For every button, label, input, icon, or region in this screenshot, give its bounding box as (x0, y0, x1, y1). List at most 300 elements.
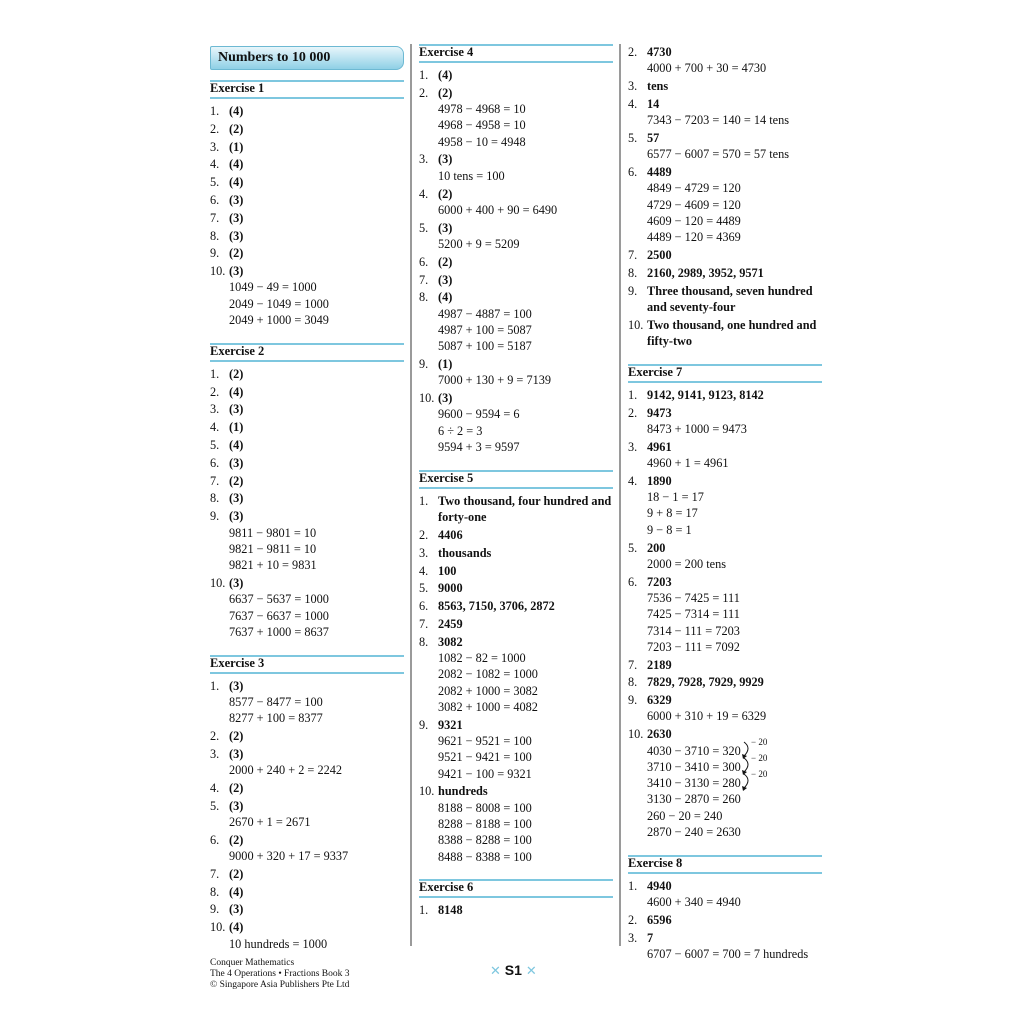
answer-text: 4961 (647, 439, 672, 454)
answer-text: (2) (229, 366, 244, 381)
answer-item (419, 634, 613, 715)
working-line: 4987 + 100 = 5087 (438, 322, 532, 337)
question-number: 10. (419, 784, 435, 799)
answer-text: 4940 (647, 878, 672, 893)
working-line: 9 − 8 = 1 (647, 522, 692, 537)
answer-item (419, 493, 613, 526)
answer-item (628, 574, 822, 655)
answer-text: (3) (229, 455, 244, 470)
question-number: 9. (210, 246, 220, 261)
answer-item (419, 527, 613, 543)
answer-item (419, 545, 613, 561)
question-number: 6. (419, 599, 429, 614)
working-line: 4958 − 10 = 4948 (438, 134, 526, 149)
exercise-heading: Exercise 7 (628, 364, 822, 383)
question-number: 6. (628, 165, 638, 180)
question-number: 7. (210, 866, 220, 881)
answer-item (419, 902, 613, 918)
answer-item (210, 103, 404, 119)
answer-text: (3) (438, 272, 453, 287)
answer-item (419, 563, 613, 579)
answer-text: 57 (647, 130, 660, 145)
answer-text: (3) (229, 678, 244, 693)
working-line: 9 + 8 = 17 (647, 506, 698, 521)
answer-text: tens (647, 79, 669, 94)
answer-item (628, 473, 822, 538)
answer-text: 9142, 9141, 9123, 8142 (647, 387, 764, 402)
bracket-label-2: − 20 (751, 753, 768, 763)
working-line: 7314 − 111 = 7203 (647, 623, 740, 638)
answer-item (628, 44, 822, 77)
question-number: 4. (210, 780, 220, 795)
answer-text: 2189 (647, 657, 672, 672)
question-number: 2. (628, 405, 638, 420)
answer-item (210, 245, 404, 261)
column-divider-2 (619, 44, 621, 946)
working-line: 18 − 1 = 17 (647, 490, 704, 505)
answer-item (210, 366, 404, 382)
question-number: 6. (210, 832, 220, 847)
answer-item (419, 598, 613, 614)
answer-item (210, 746, 404, 779)
working-line: 4987 − 4887 = 100 (438, 306, 532, 321)
answer-text: (3) (229, 228, 244, 243)
working-line: 4000 + 700 + 30 = 4730 (647, 61, 767, 76)
answer-text: (3) (229, 746, 244, 761)
working-line: 4729 − 4609 = 120 (647, 197, 741, 212)
working-line: 6000 + 400 + 90 = 6490 (438, 202, 558, 217)
question-number: 1. (210, 366, 220, 381)
answer-text: (2) (438, 254, 453, 269)
question-number: 3. (210, 402, 220, 417)
working-line: 8473 + 1000 = 9473 (647, 421, 747, 436)
working-line: 4030 − 3710 = 320 (647, 743, 741, 758)
answer-text: (3) (438, 391, 453, 406)
working-line: 9621 − 9521 = 100 (438, 733, 532, 748)
answer-text: (2) (229, 729, 244, 743)
answer-text: (2) (229, 866, 244, 881)
working-line: 2000 + 240 + 2 = 2242 (229, 763, 343, 778)
answer-item (628, 130, 822, 163)
working-line: 9521 − 9421 = 100 (438, 750, 532, 765)
answer-item (628, 164, 822, 245)
working-line: 9421 − 100 = 9321 (438, 766, 532, 781)
answer-text: (3) (229, 192, 244, 207)
exercise-heading: Exercise 5 (419, 470, 613, 489)
page-mark-right-icon: ✕ (525, 963, 537, 978)
question-number: 3. (628, 930, 638, 945)
question-number: 2. (419, 527, 429, 542)
answer-item (419, 67, 613, 83)
question-number: 7. (419, 272, 429, 287)
answer-text: (3) (229, 902, 244, 917)
exercise-heading: Exercise 1 (210, 80, 404, 99)
answer-item (419, 616, 613, 632)
answer-item (628, 78, 822, 94)
working-line: 3410 − 3130 = 280 (647, 776, 741, 791)
answer-item (419, 220, 613, 253)
footer-credits (210, 958, 349, 991)
answer-text: (2) (229, 832, 244, 847)
answer-item (210, 798, 404, 831)
question-number: 2. (628, 45, 638, 59)
question-number: 5. (628, 130, 638, 145)
answer-text: 9473 (647, 405, 672, 420)
answer-text: (2) (438, 186, 453, 201)
working-line: 9000 + 320 + 17 = 9337 (229, 849, 349, 864)
answer-text: Two thousand, one hundred and fifty-two (647, 317, 817, 349)
question-number: 10. (210, 575, 226, 590)
working-line: 10 tens = 100 (438, 168, 505, 183)
working-line: 10 hundreds = 1000 (229, 936, 328, 951)
question-number: 7. (628, 657, 638, 672)
question-number: 9. (628, 283, 638, 298)
answer-item (210, 210, 404, 226)
exercise-block (210, 655, 404, 952)
question-number: 3. (419, 545, 429, 560)
working-line: 8488 − 8388 = 100 (438, 849, 532, 864)
question-number: 1. (419, 493, 429, 508)
answer-item (210, 490, 404, 506)
answer-text: 9000 (438, 581, 463, 596)
working-line: 5200 + 9 = 5209 (438, 236, 520, 251)
exercise-block (419, 879, 613, 918)
question-number: 7. (628, 248, 638, 263)
question-number: 9. (210, 509, 220, 524)
question-number: 1. (628, 878, 638, 893)
working-line: 9594 + 3 = 9597 (438, 440, 520, 455)
page-number-label: S1 (504, 962, 522, 978)
question-number: 2. (419, 85, 429, 100)
answer-item (628, 405, 822, 438)
answer-item (628, 96, 822, 129)
question-number: 1. (628, 387, 638, 402)
working-line: 4849 − 4729 = 120 (647, 181, 741, 196)
answer-text: (2) (438, 85, 453, 100)
working-line: 1049 − 49 = 1000 (229, 280, 317, 295)
answer-text: 8148 (438, 903, 463, 918)
working-line: 5087 + 100 = 5187 (438, 339, 532, 354)
answer-text: (3) (229, 210, 244, 225)
working-line: 9821 + 10 = 9831 (229, 558, 317, 573)
question-number: 4. (210, 157, 220, 172)
answer-text: (2) (229, 121, 244, 136)
working-line: 2670 + 1 = 2671 (229, 814, 311, 829)
answer-item (628, 692, 822, 725)
answer-item (628, 265, 822, 281)
answer-item (210, 139, 404, 155)
question-number: 10. (628, 317, 644, 332)
question-number: 3. (628, 79, 638, 94)
answer-text: (4) (229, 175, 244, 190)
answer-text: (3) (438, 152, 453, 167)
exercise-heading: Exercise 4 (419, 44, 613, 63)
answer-text: (3) (438, 220, 453, 235)
answer-text: (4) (229, 438, 244, 453)
answer-text: 2459 (438, 616, 463, 631)
question-number: 9. (419, 357, 429, 372)
answer-text: (4) (229, 884, 244, 899)
working-line: 4489 − 120 = 4369 (647, 230, 741, 245)
question-number: 10. (210, 920, 226, 935)
working-line: 8188 − 8008 = 100 (438, 800, 532, 815)
answer-text: (4) (229, 384, 244, 399)
answer-text: hundreds (438, 784, 488, 799)
chapter-title: Numbers to 10 000 (210, 46, 404, 70)
exercise-heading: Exercise 2 (210, 343, 404, 362)
answer-text: 2630 (647, 727, 672, 742)
exercise-heading: Exercise 3 (210, 655, 404, 674)
working-line: 8277 + 100 = 8377 (229, 711, 323, 726)
working-line: 4968 − 4958 = 10 (438, 118, 526, 133)
question-number: 8. (419, 634, 429, 649)
answer-text: 2160, 2989, 3952, 9571 (647, 265, 764, 280)
answer-item (210, 156, 404, 172)
question-number: 4. (419, 563, 429, 578)
answer-item (210, 121, 404, 137)
answer-text: (4) (229, 157, 244, 172)
question-number: 3. (210, 139, 220, 154)
answer-item (628, 283, 822, 316)
question-number: 9. (419, 717, 429, 732)
answer-text: Two thousand, four hundred and forty-one (438, 493, 612, 525)
question-number: 9. (628, 693, 638, 708)
working-line: 7637 − 6637 = 1000 (229, 608, 329, 623)
answer-text: (3) (229, 575, 244, 590)
question-number: 10. (210, 264, 226, 279)
answer-item (210, 384, 404, 400)
answer-text: 200 (647, 540, 666, 555)
question-number: 1. (210, 104, 220, 118)
question-number: 4. (628, 96, 638, 111)
exercise-block (210, 80, 404, 328)
exercise-block (419, 470, 613, 865)
working-line: 9821 − 9811 = 10 (229, 541, 317, 556)
working-line: 1082 − 82 = 1000 (438, 651, 526, 665)
question-number: 5. (210, 438, 220, 453)
working-line: 6 ÷ 2 = 3 (438, 423, 483, 438)
question-number: 10. (628, 727, 644, 742)
answer-item (210, 419, 404, 435)
working-line: 8388 − 8288 = 100 (438, 833, 532, 848)
working-line: 9811 − 9801 = 10 (229, 525, 317, 540)
exercise-heading: Exercise 6 (419, 879, 613, 898)
exercise-block (419, 44, 613, 455)
answer-item (419, 151, 613, 184)
footer-book: The 4 Operations • Fractions Book 3 (210, 969, 350, 979)
answer-item (628, 317, 822, 350)
answer-item (628, 540, 822, 573)
question-number: 4. (628, 473, 638, 488)
question-number: 2. (210, 384, 220, 399)
question-number: 6. (628, 574, 638, 589)
answer-text: 4406 (438, 527, 463, 542)
answer-item (210, 401, 404, 417)
answer-item (628, 930, 822, 963)
answer-item (210, 919, 404, 952)
answer-text: 14 (647, 96, 660, 111)
question-number: 4. (210, 420, 220, 435)
question-number: 7. (210, 210, 220, 225)
column-1 (210, 44, 404, 953)
answer-item (628, 387, 822, 403)
working-line: 7343 − 7203 = 140 = 14 tens (647, 113, 790, 128)
question-number: 10. (419, 391, 435, 406)
question-number: 3. (419, 152, 429, 167)
working-line: 4609 − 120 = 4489 (647, 213, 741, 228)
working-line: 8288 − 8188 = 100 (438, 816, 532, 831)
working-line: 2000 = 200 tens (647, 556, 727, 571)
answer-text: (4) (438, 68, 453, 82)
answer-text: (3) (229, 798, 244, 813)
question-number: 1. (419, 903, 429, 918)
answer-text: (3) (229, 509, 244, 524)
question-number: 5. (419, 220, 429, 235)
answer-item (419, 390, 613, 455)
working-line: 2049 − 1049 = 1000 (229, 296, 329, 311)
column-3 (628, 44, 822, 964)
answer-item (628, 878, 822, 911)
working-line: 2082 − 1082 = 1000 (438, 667, 538, 682)
answer-text: 100 (438, 563, 457, 578)
question-number: 8. (419, 290, 429, 305)
answer-text: (3) (229, 402, 244, 417)
answer-item (628, 439, 822, 472)
working-line: 3710 − 3410 = 300 (647, 759, 741, 774)
answer-item (210, 866, 404, 882)
answer-item (628, 674, 822, 690)
working-line: 4960 + 1 = 4961 (647, 456, 729, 471)
working-line: 4978 − 4968 = 10 (438, 102, 526, 117)
answer-item (210, 174, 404, 190)
footer-series: Conquer Mathematics (210, 958, 295, 968)
working-line: 2049 + 1000 = 3049 (229, 313, 329, 328)
answer-text: 6329 (647, 693, 672, 708)
answer-text: (4) (229, 920, 244, 935)
working-line: 2082 + 1000 = 3082 (438, 683, 538, 698)
question-number: 1. (210, 678, 220, 693)
answer-text: (4) (438, 290, 453, 305)
answer-text: 2500 (647, 248, 672, 263)
answer-item (210, 832, 404, 865)
answer-item (210, 780, 404, 796)
working-line: 6637 − 5637 = 1000 (229, 592, 329, 607)
working-line: 6707 − 6007 = 700 = 7 hundreds (647, 947, 809, 962)
answer-item (419, 717, 613, 782)
working-line: 6577 − 6007 = 570 = 57 tens (647, 147, 790, 162)
working-line: 2870 − 240 = 2630 (647, 825, 741, 840)
working-line: 7203 − 111 = 7092 (647, 639, 740, 654)
working-line: 7000 + 130 + 9 = 7139 (438, 373, 552, 388)
answer-item (210, 508, 404, 573)
column-2 (419, 44, 613, 920)
answer-text: (2) (229, 246, 244, 261)
working-line: 7425 − 7314 = 111 (647, 607, 740, 622)
exercise-block (210, 343, 404, 640)
working-line: 260 − 20 = 240 (647, 808, 723, 823)
question-number: 6. (210, 455, 220, 470)
question-number: 2. (628, 912, 638, 927)
answer-text: Three thousand, seven hundred and seventy-four (647, 283, 813, 314)
answer-text: 6596 (647, 912, 672, 927)
bracket-label-1: − 20 (751, 737, 768, 747)
working-line: 3130 − 2870 = 260 (647, 792, 741, 807)
page-mark-left-icon: ✕ (490, 963, 501, 978)
answer-text: (2) (229, 780, 244, 795)
answer-item (419, 783, 613, 864)
question-number: 6. (210, 192, 220, 207)
answer-item (419, 580, 613, 596)
question-number: 7. (210, 473, 220, 488)
answer-text: (1) (229, 420, 244, 435)
answer-item (419, 356, 613, 389)
answer-text: (3) (229, 264, 244, 279)
question-number: 5. (210, 798, 220, 813)
answer-item (419, 289, 613, 354)
working-line: 3082 + 1000 = 4082 (438, 699, 538, 714)
answer-text: 8563, 7150, 3706, 2872 (438, 599, 555, 614)
answer-item (210, 192, 404, 208)
working-line: 9600 − 9594 = 6 (438, 407, 520, 422)
question-number: 3. (628, 439, 638, 454)
answer-text: 7 (647, 930, 654, 945)
question-number: 3. (210, 746, 220, 761)
working-line: 8577 − 8477 = 100 (229, 694, 323, 709)
question-number: 8. (210, 228, 220, 243)
footer-copyright: © Singapore Asia Publishers Pte Ltd (210, 980, 350, 990)
answer-item (210, 455, 404, 471)
answer-item (210, 575, 404, 640)
answer-item (210, 228, 404, 244)
exercise-heading: Exercise 8 (628, 855, 822, 874)
answer-item (628, 657, 822, 673)
question-number: 9. (210, 902, 220, 917)
question-number: 8. (210, 491, 220, 506)
answer-text: (1) (438, 357, 453, 372)
answer-item (628, 247, 822, 263)
question-number: 7. (419, 616, 429, 631)
question-number: 1. (419, 68, 429, 82)
answer-item (210, 437, 404, 453)
answer-text: (4) (229, 104, 244, 118)
answer-text: (2) (229, 473, 244, 488)
answer-item (210, 473, 404, 489)
bracket-label-3: − 20 (751, 769, 768, 779)
answer-item (210, 263, 404, 328)
column-divider-1 (410, 44, 412, 946)
exercise-block (628, 44, 822, 349)
answer-text: thousands (438, 545, 492, 560)
exercise-block (628, 855, 822, 962)
answer-text: (1) (229, 139, 244, 154)
answer-item (210, 901, 404, 917)
answer-item (419, 85, 613, 150)
working-line: 7536 − 7425 = 111 (647, 590, 740, 605)
answer-item (210, 884, 404, 900)
question-number: 8. (628, 675, 638, 690)
question-number: 5. (210, 175, 220, 190)
answer-text: 7203 (647, 574, 672, 589)
question-number: 5. (628, 540, 638, 555)
working-line: 4600 + 340 = 4940 (647, 895, 741, 910)
question-number: 6. (419, 254, 429, 269)
question-number: 8. (210, 884, 220, 899)
answer-item (210, 728, 404, 744)
question-number: 2. (210, 729, 220, 743)
answer-text: 9321 (438, 717, 463, 732)
answer-item (419, 186, 613, 219)
question-number: 5. (419, 581, 429, 596)
